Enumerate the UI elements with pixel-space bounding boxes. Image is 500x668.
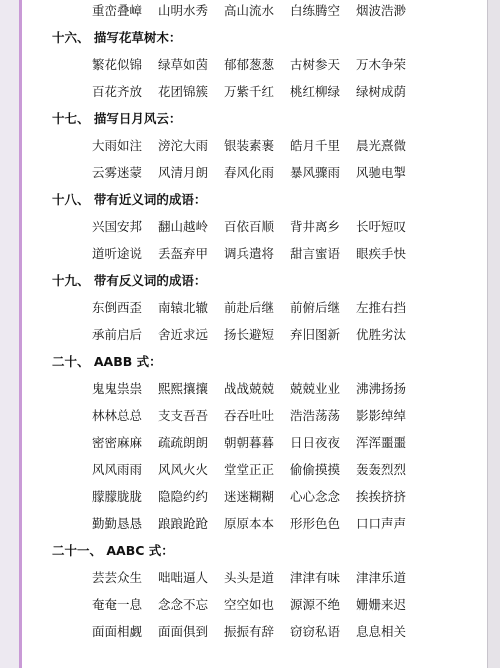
- idiom-item: 芸芸众生: [91, 570, 142, 585]
- idiom-item: 繁花似锦: [91, 57, 142, 72]
- idiom-item: 鬼鬼祟祟: [91, 381, 142, 396]
- idiom-item: 口口声声: [355, 516, 406, 531]
- idiom-item: 窃窃私语: [289, 624, 340, 639]
- idiom-item: 浩浩荡荡: [289, 408, 340, 423]
- section-heading: 十六、 描写花草树木：: [52, 30, 182, 45]
- idiom-item: 翻山越岭: [157, 219, 208, 234]
- idiom-item: 振振有辞: [223, 624, 274, 639]
- idiom-item: 皓月千里: [289, 138, 340, 153]
- idiom-item: 沸沸扬扬: [355, 381, 406, 396]
- idiom-item: 暴风骤雨: [289, 165, 340, 180]
- idiom-item: 弃旧图新: [289, 327, 340, 342]
- idiom-item: 姗姗来迟: [355, 597, 406, 612]
- idiom-item: 云雾迷蒙: [91, 165, 142, 180]
- idiom-item: 优胜劣汰: [355, 327, 406, 342]
- idiom-item: 迷迷糊糊: [223, 489, 274, 504]
- section-heading-row: [22, 109, 487, 129]
- idiom-row: [22, 622, 487, 642]
- section-heading-row: [22, 28, 487, 48]
- idiom-item: 前赴后继: [223, 300, 274, 315]
- idiom-item: 调兵遣将: [223, 246, 274, 261]
- idiom-row: [22, 406, 487, 426]
- idiom-item: 林林总总: [91, 408, 142, 423]
- idiom-item: 风驰电掣: [355, 165, 406, 180]
- idiom-item: 息息相关: [355, 624, 406, 639]
- idiom-item: 东倒西歪: [91, 300, 142, 315]
- idiom-item: 轰轰烈烈: [355, 462, 406, 477]
- idiom-item: 道听途说: [91, 246, 142, 261]
- idiom-item: 风风雨雨: [91, 462, 142, 477]
- idiom-row: [22, 325, 487, 345]
- idiom-item: 承前启后: [91, 327, 142, 342]
- idiom-item: 眼疾手快: [355, 246, 406, 261]
- right-scroll-edge: [487, 0, 500, 668]
- idiom-item: 朦朦胧胧: [91, 489, 142, 504]
- idiom-item: 念念不忘: [157, 597, 208, 612]
- idiom-item: 烟波浩渺: [355, 3, 406, 18]
- idiom-item: 滂沱大雨: [157, 138, 208, 153]
- idiom-item: 隐隐约约: [157, 489, 208, 504]
- idiom-item: 重峦叠嶂: [91, 3, 142, 18]
- idiom-item: 左推右挡: [355, 300, 406, 315]
- idiom-item: 绿树成荫: [355, 84, 406, 99]
- idiom-row: [22, 460, 487, 480]
- idiom-row: [22, 487, 487, 507]
- idiom-row: [22, 136, 487, 156]
- idiom-item: 战战兢兢: [223, 381, 274, 396]
- idiom-item: 支支吾吾: [157, 408, 208, 423]
- idiom-item: 风清月朗: [157, 165, 208, 180]
- idiom-item: 兢兢业业: [289, 381, 340, 396]
- idiom-row: [22, 568, 487, 588]
- idiom-item: 花团锦簇: [157, 84, 208, 99]
- section-heading: 十九、 带有反义词的成语：: [52, 273, 207, 288]
- idiom-item: 丢盔弃甲: [157, 246, 208, 261]
- idiom-item: 朝朝暮暮: [223, 435, 274, 450]
- idiom-item: 晨光熹微: [355, 138, 406, 153]
- idiom-item: 甜言蜜语: [289, 246, 340, 261]
- idiom-item: 面面相觑: [91, 624, 142, 639]
- idiom-item: 面面俱到: [157, 624, 208, 639]
- idiom-item: 形形色色: [289, 516, 340, 531]
- idiom-item: 山明水秀: [157, 3, 208, 18]
- idiom-row: [22, 1, 487, 21]
- idiom-row: [22, 82, 487, 102]
- idiom-item: 空空如也: [223, 597, 274, 612]
- idiom-item: 桃红柳绿: [289, 84, 340, 99]
- idiom-item: 银装素裹: [223, 138, 274, 153]
- idiom-row: [22, 433, 487, 453]
- idiom-item: 日日夜夜: [289, 435, 340, 450]
- section-heading: 十八、 带有近义词的成语：: [52, 192, 207, 207]
- idiom-item: 熙熙攘攘: [157, 381, 208, 396]
- document-page: [22, 0, 487, 668]
- idiom-item: 春风化雨: [223, 165, 274, 180]
- idiom-row: [22, 163, 487, 183]
- idiom-item: 扬长避短: [223, 327, 274, 342]
- idiom-row: [22, 379, 487, 399]
- idiom-item: 咄咄逼人: [157, 570, 208, 585]
- idiom-item: 津津有味: [289, 570, 340, 585]
- idiom-row: [22, 298, 487, 318]
- left-page-margin: [0, 0, 20, 668]
- idiom-item: 浑浑噩噩: [355, 435, 406, 450]
- idiom-row: [22, 217, 487, 237]
- idiom-item: 百依百顺: [223, 219, 274, 234]
- section-heading: 十七、 描写日月风云：: [52, 111, 182, 126]
- idiom-item: 舍近求远: [157, 327, 208, 342]
- idiom-item: 堂堂正正: [223, 462, 274, 477]
- idiom-item: 奄奄一息: [91, 597, 142, 612]
- idiom-item: 偷偷摸摸: [289, 462, 340, 477]
- idiom-item: 万木争荣: [355, 57, 406, 72]
- idiom-item: 源源不绝: [289, 597, 340, 612]
- idiom-item: 疏疏朗朗: [157, 435, 208, 450]
- idiom-item: 密密麻麻: [91, 435, 142, 450]
- idiom-item: 白练腾空: [289, 3, 340, 18]
- idiom-item: 挨挨挤挤: [355, 489, 406, 504]
- section-heading-row: [22, 541, 487, 561]
- idiom-row: [22, 595, 487, 615]
- idiom-item: 万紫千红: [223, 84, 274, 99]
- section-heading-row: [22, 190, 487, 210]
- idiom-item: 郁郁葱葱: [223, 57, 274, 72]
- idiom-item: 兴国安邦: [91, 219, 142, 234]
- idiom-item: 吞吞吐吐: [223, 408, 274, 423]
- section-heading: 二十一、 AABC 式：: [52, 543, 174, 558]
- idiom-item: 头头是道: [223, 570, 274, 585]
- idiom-item: 影影绰绰: [355, 408, 406, 423]
- section-heading-row: [22, 352, 487, 372]
- idiom-item: 长吁短叹: [355, 219, 406, 234]
- idiom-row: [22, 244, 487, 264]
- section-heading-row: [22, 271, 487, 291]
- idiom-item: 绿草如茵: [157, 57, 208, 72]
- idiom-item: 津津乐道: [355, 570, 406, 585]
- idiom-item: 高山流水: [223, 3, 274, 18]
- idiom-item: 大雨如注: [91, 138, 142, 153]
- idiom-item: 古树参天: [289, 57, 340, 72]
- idiom-item: 南辕北辙: [157, 300, 208, 315]
- idiom-item: 踉踉跄跄: [157, 516, 208, 531]
- idiom-item: 百花齐放: [91, 84, 142, 99]
- idiom-item: 前俯后继: [289, 300, 340, 315]
- idiom-item: 心心念念: [289, 489, 340, 504]
- idiom-item: 背井离乡: [289, 219, 340, 234]
- idiom-item: 风风火火: [157, 462, 208, 477]
- idiom-item: 原原本本: [223, 516, 274, 531]
- idiom-row: [22, 55, 487, 75]
- section-heading: 二十、 AABB 式：: [52, 354, 162, 369]
- idiom-item: 勤勤恳恳: [91, 516, 142, 531]
- idiom-row: [22, 514, 487, 534]
